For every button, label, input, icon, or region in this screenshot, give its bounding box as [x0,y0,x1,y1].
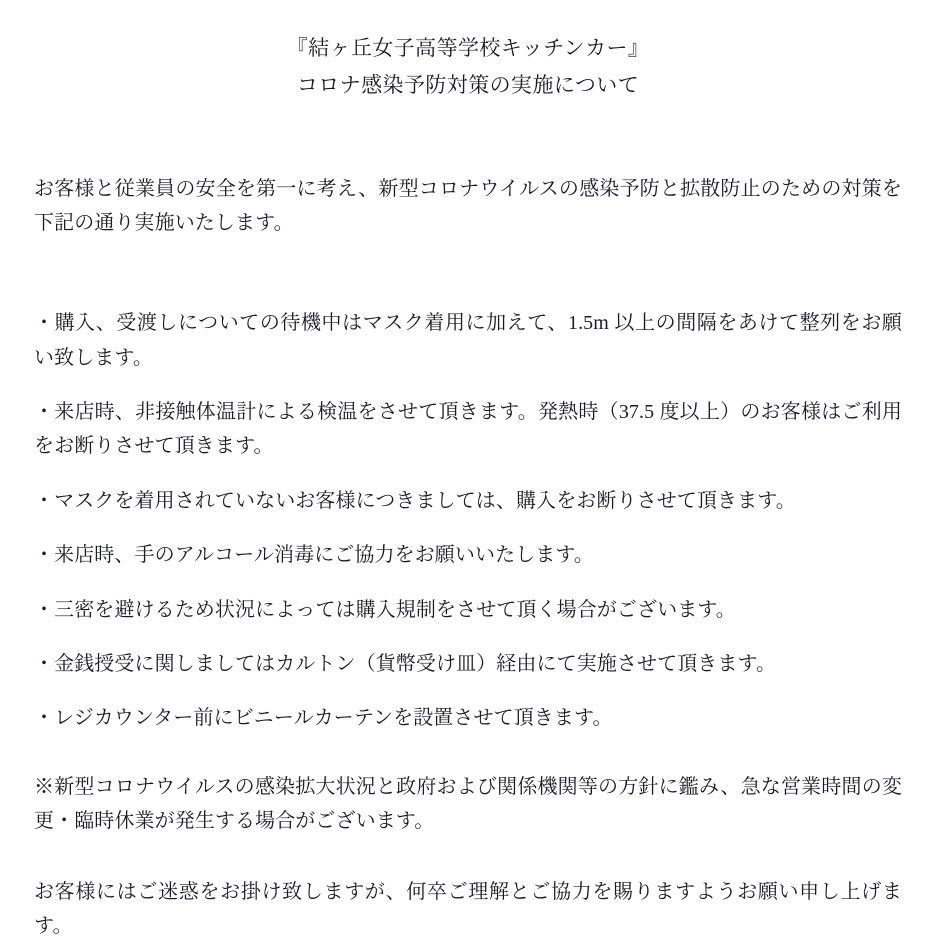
measures-list [34,306,902,736]
list-item: ・金銭授受に関しましてはカルトン（貨幣受け皿）経由にて実施させて頂きます。 [34,647,902,681]
title-line-2: コロナ感染予防対策の実施について [0,67,936,104]
list-item: ・来店時、手のアルコール消毒にご協力をお願いいたします。 [34,538,902,572]
title-line-1: 『結ヶ丘女子高等学校キッチンカー』 [0,30,936,67]
list-item: ・マスクを着用されていないお客様につきましては、購入をお断りさせて頂きます。 [34,484,902,518]
document-body [0,172,936,943]
list-item: ・購入、受渡しについての待機中はマスク着用に加えて、1.5m 以上の間隔をあけて整列をお願い致します。 [34,306,902,375]
document-title [0,0,936,104]
list-item: ・来店時、非接触体温計による検温をさせて頂きます。発熱時（37.5 度以上）のお客様はご利用をお断りさせて頂きます。 [34,395,902,464]
note-paragraph: ※新型コロナウイルスの感染拡大状況と政府および関係機関等の方針に鑑み、急な営業時間の変更・臨時休業が発生する場合がございます。 [34,770,902,839]
list-item: ・レジカウンター前にビニールカーテンを設置させて頂きます。 [34,701,902,735]
list-item: ・三密を避けるため状況によっては購入規制をさせて頂く場合がございます。 [34,593,902,627]
intro-paragraph: お客様と従業員の安全を第一に考え、新型コロナウイルスの感染予防と拡散防止のための対策を下記の通り実施いたします。 [34,172,902,241]
closing-paragraph: お客様にはご迷惑をお掛け致しますが、何卒ご理解とご協力を賜りますようお願い申し上げます。 [34,875,902,943]
